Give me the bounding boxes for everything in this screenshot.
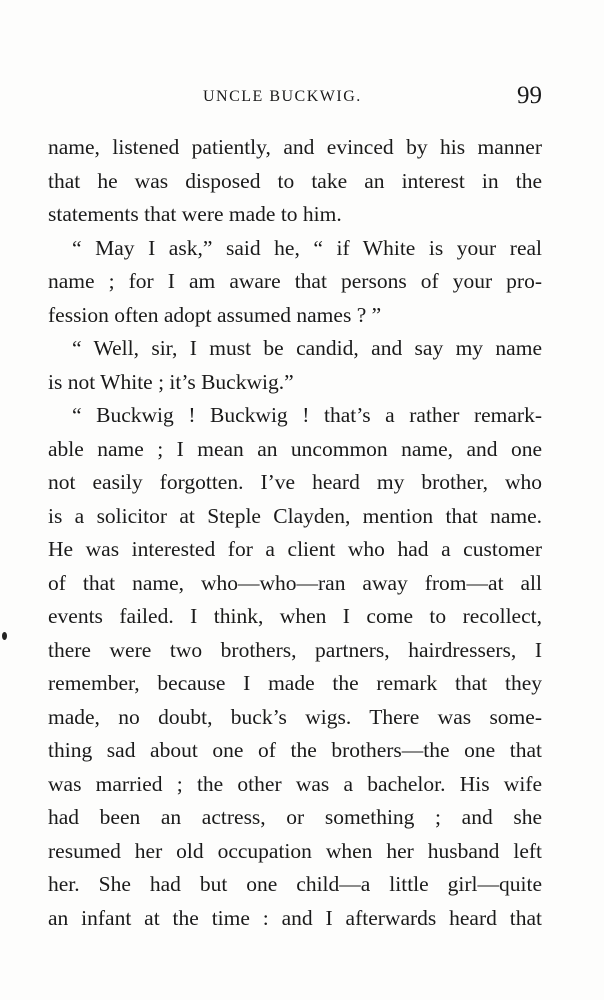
text-line: made, no doubt, buck’s wigs. There was some- — [48, 704, 542, 729]
text-line: fession often adopt assumed names ? ” — [48, 302, 382, 327]
running-title: UNCLE BUCKWIG. — [203, 88, 362, 105]
text-line: “ Well, sir, I must be candid, and say my name — [72, 336, 542, 360]
margin-ink-dot — [2, 632, 7, 640]
text-line: that he was disposed to take an interest in the — [48, 168, 542, 193]
text-line: was married ; the other was a bachelor. His wife — [48, 771, 542, 796]
text-line: “ Buckwig ! Buckwig ! that’s a rather remark- — [72, 403, 542, 427]
body-text — [48, 131, 542, 935]
text-line: resumed her old occupation when her husband left — [48, 838, 542, 863]
text-line: statements that were made to him. — [48, 202, 342, 226]
text-line: had been an actress, or something ; and she — [48, 805, 542, 829]
text-line: remember, because I made the remark that they — [48, 671, 542, 695]
text-line: is not White ; it’s Buckwig.” — [48, 369, 294, 394]
text-line: of that name, who—who—ran away from—at all — [48, 570, 542, 595]
text-line: not easily forgotten. I’ve heard my brother, who — [48, 470, 542, 494]
text-line: name ; for I am aware that persons of your pro- — [48, 269, 542, 293]
text-line: her. She had but one child—a little girl—quite — [48, 872, 542, 896]
text-line: thing sad about one of the brothers—the one that — [48, 738, 542, 762]
running-head — [48, 82, 542, 114]
text-line: is a solicitor at Steple Clayden, mention that name. — [48, 503, 542, 528]
text-line: He was interested for a client who had a customer — [48, 537, 542, 561]
text-line: able name ; I mean an uncommon name, and one — [48, 436, 542, 461]
text-line: there were two brothers, partners, hairdressers, I — [48, 637, 542, 662]
page-number: 99 — [517, 82, 542, 109]
text-line: events failed. I think, when I come to recollect, — [48, 604, 542, 628]
text-line: name, listened patiently, and evinced by his manner — [48, 135, 542, 159]
text-line: “ May I ask,” said he, “ if White is your real — [72, 235, 542, 260]
text-line: an infant at the time : and I afterwards heard that — [48, 905, 542, 930]
